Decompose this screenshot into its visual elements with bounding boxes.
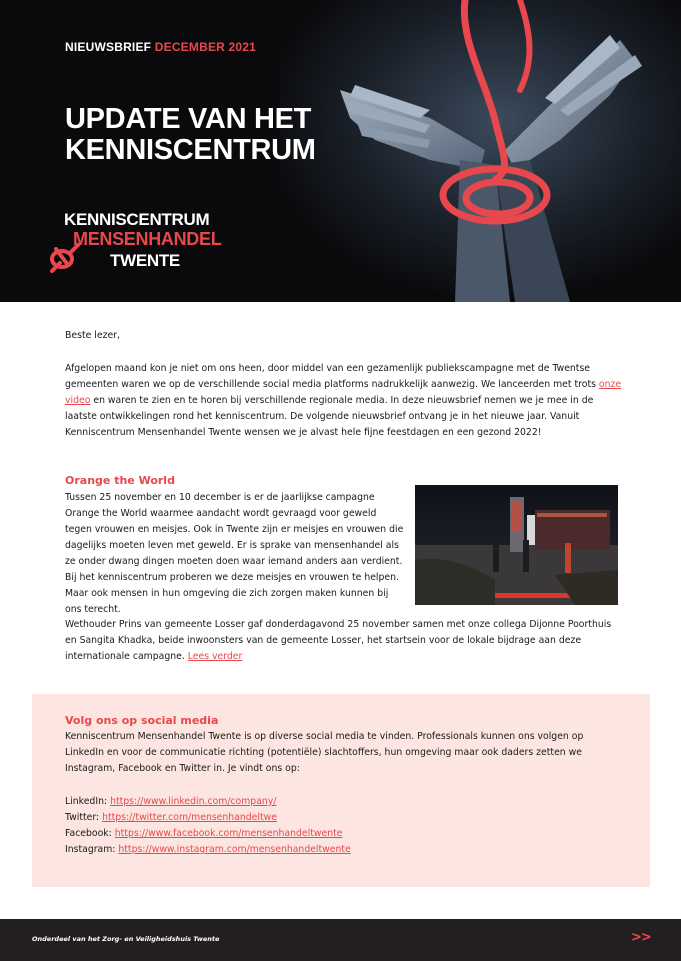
video-link[interactable]: onze video — [65, 379, 622, 406]
logo-line2: MENSENHANDEL — [73, 229, 222, 249]
social-media-title: Volg ons op social media — [65, 714, 219, 727]
social-link-instagram — [65, 842, 351, 858]
social-link-linkedin — [65, 794, 351, 810]
social-links-list — [65, 794, 351, 858]
social-media-text: Kenniscentrum Mensenhandel Twente is op diverse social media te vinden. Professionals kunnen ons volgen op LinkedIn en voor de communicatie richting (potentiële) slachtoffers, hun omgeving maar ook daders zetten we Instagram, Facebook en Twitter in. Je vindt ons op: — [65, 731, 584, 774]
read-more-link[interactable]: Lees verder — [187, 651, 243, 662]
orange-the-world-more-text: Wethouder Prins van gemeente Losser gaf donderdagavond 25 november samen met onze collega Dijonne Poorthuis en Sangita Khadka, beide inwoonsters van de gemeente Losser, het startsein voor de lokale bijdrage aan deze internationale campagne. — [65, 619, 612, 662]
page-title-line1: UPDATE VAN HET — [65, 103, 312, 135]
twitter-url[interactable]: https://twitter.com/mensenhandeltwe — [102, 812, 277, 823]
social-media-panel — [32, 694, 650, 887]
footer — [0, 919, 681, 961]
footer-text: Onderdeel van het Zorg- en Veiligheidshuis Twente — [32, 935, 220, 943]
page-title-line2: KENNISCENTRUM — [65, 134, 316, 166]
facebook-url[interactable]: https://www.facebook.com/mensenhandeltwente — [114, 828, 343, 839]
orange-the-world-title: Orange the World — [65, 474, 175, 487]
logo-line1: KENNISCENTRUM — [64, 210, 210, 229]
social-link-facebook — [65, 826, 351, 842]
next-arrow-icon[interactable]: >> — [631, 930, 651, 945]
orange-the-world-text: Tussen 25 november en 10 december is er de jaarlijkse campagne Orange the World waarmee aandacht wordt gevraagd voor geweld tegen vrouwen en meisjes. Ook in Twente zijn er meisjes en vrouwen die dagelijks moeten leven met geweld. Er is sprake van mensenhandel als ze onder dwang dingen moeten doen waar iemand anders aan verdient. Bij het kenniscentrum proberen we deze meisjes en vrouwen te helpen. Maar ook mensen in hun omgeving die zich zorgen maken kunnen bij ons terecht. — [65, 492, 404, 615]
greeting: Beste lezer, — [65, 330, 120, 341]
newsletter-label-prefix: NIEUWSBRIEF — [65, 40, 152, 54]
orange-the-world-photo — [415, 485, 618, 605]
newsletter-label-date: DECEMBER 2021 — [154, 40, 257, 54]
linkedin-url[interactable]: https://www.linkedin.com/company/ — [110, 796, 277, 807]
instagram-url[interactable]: https://www.instagram.com/mensenhandeltwente — [118, 844, 351, 855]
social-link-label: Twitter: — [65, 812, 103, 823]
intro-text-before: Afgelopen maand kon je niet om ons heen, door middel van een gezamenlijk publiekscampagne met de Twentse gemeenten waren we op de verschillende social media platforms nadrukkelijk aanwezig. We lanceerden met trots — [65, 363, 599, 390]
orange-the-world-more — [65, 617, 625, 665]
page-title — [65, 104, 365, 166]
social-link-label: Instagram: — [65, 844, 119, 855]
kenniscentrum-logo — [48, 211, 248, 277]
social-link-label: Facebook: — [65, 828, 115, 839]
social-link-twitter — [65, 810, 351, 826]
social-link-label: LinkedIn: — [65, 796, 111, 807]
intro-text-after: en waren te zien en te horen bij verschillende regionale media. In deze nieuwsbrief nemen we je mee in de laatste ontwikkelingen rond het kenniscentrum. De volgende nieuwsbrief ontvang je in het nieuwe jaar. Vanuit Kenniscentrum Mensenhandel Twente wensen we je alvast hele fijne feestdagen en een gezond 2022! — [65, 395, 594, 438]
logo-line3: TWENTE — [110, 251, 180, 270]
intro-paragraph — [65, 361, 625, 441]
hero-banner — [0, 0, 681, 302]
newsletter-label — [65, 40, 256, 54]
